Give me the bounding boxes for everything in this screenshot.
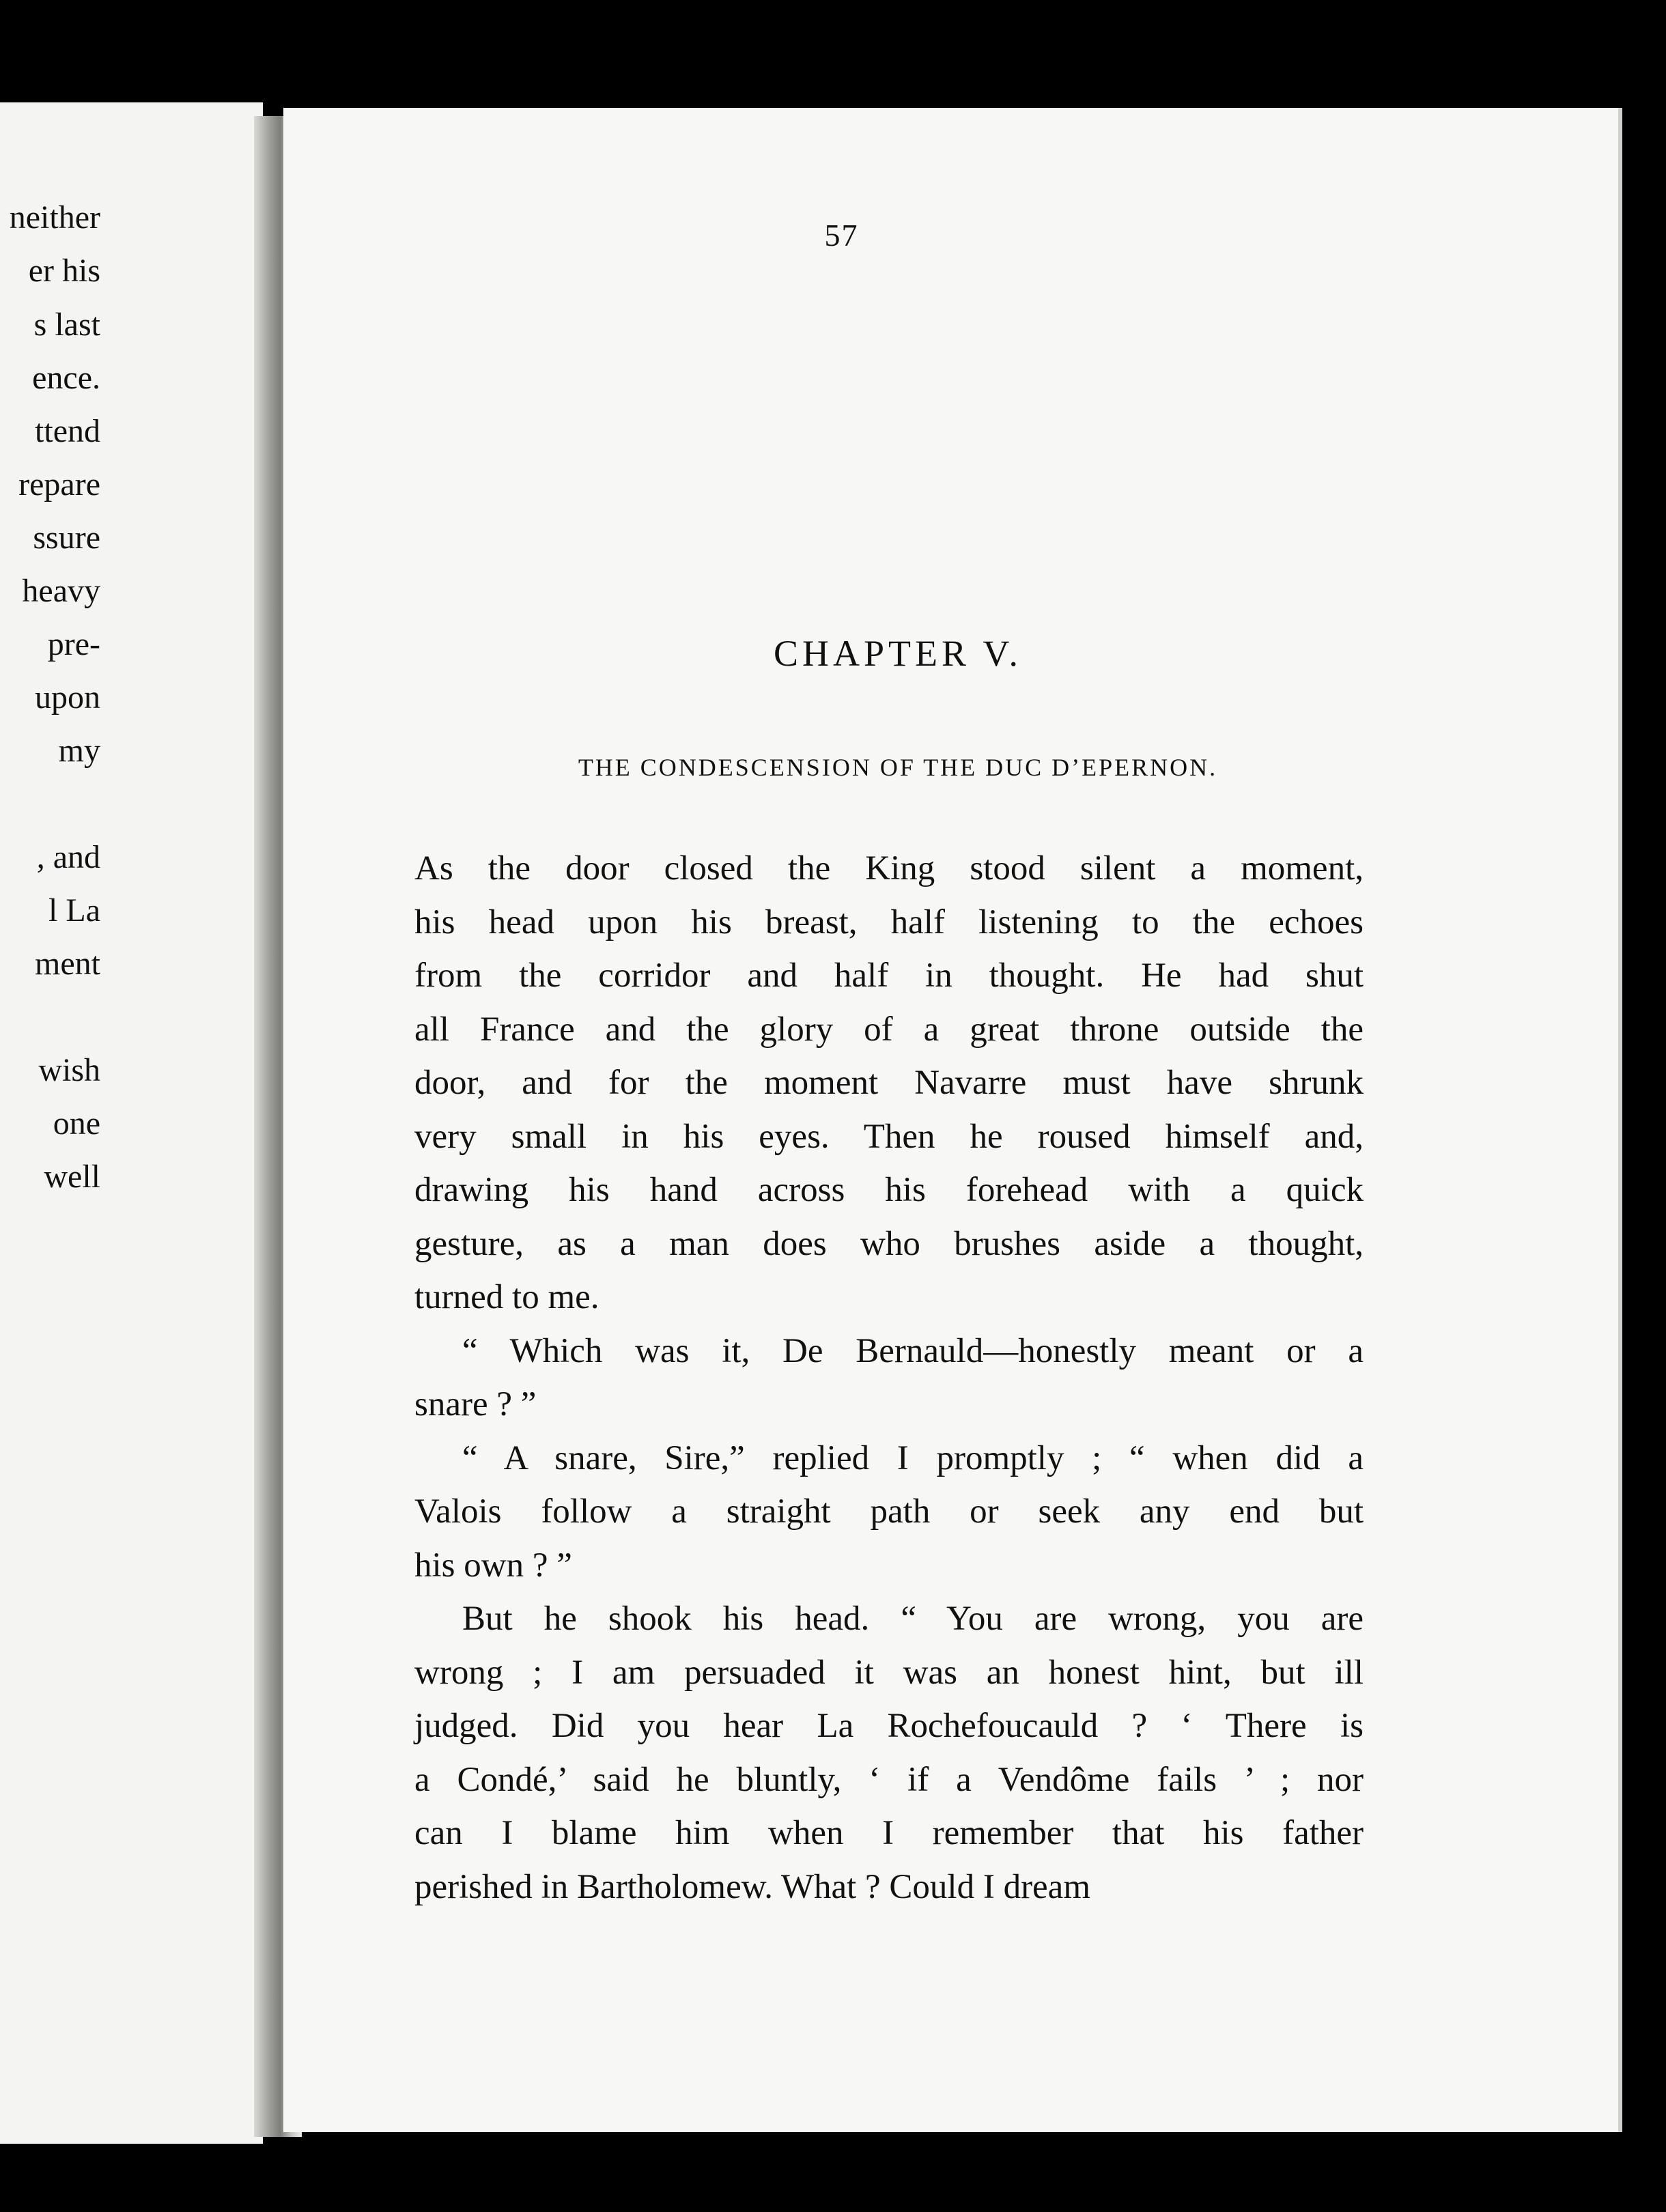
text-line: snare ? ” bbox=[414, 1385, 537, 1423]
text-line: perished in Bartholomew. What ? Could I dream bbox=[414, 1867, 1090, 1906]
text-line: “ Which was it, De Bernauld—honestly meant or a bbox=[462, 1331, 1364, 1370]
text-line: drawing his hand across his forehead with a quick bbox=[414, 1171, 1364, 1209]
paragraph bbox=[414, 1592, 1364, 1914]
text-line: gesture, as a man does who brushes aside a thought, bbox=[414, 1224, 1364, 1263]
text-line: can I blame him when I remember that his father bbox=[414, 1814, 1364, 1852]
page-number: 57 bbox=[824, 218, 859, 253]
paragraph bbox=[414, 1324, 1364, 1432]
facing-page-line: ssure bbox=[33, 520, 100, 556]
facing-page-line: wish bbox=[38, 1052, 100, 1088]
facing-page-line: s last bbox=[33, 307, 100, 343]
text-line: Valois follow a straight path or seek any end but bbox=[414, 1492, 1364, 1531]
text-line: a Condé,’ said he bluntly, ‘ if a Vendôme fails ’ ; nor bbox=[414, 1760, 1364, 1799]
facing-page-line: heavy bbox=[22, 573, 100, 609]
facing-page-line: , and bbox=[36, 839, 100, 875]
text-line: very small in his eyes. Then he roused himself and, bbox=[414, 1117, 1364, 1156]
facing-page-line: er his bbox=[28, 253, 100, 289]
paragraph bbox=[414, 842, 1364, 1324]
text-line: But he shook his head. “ You are wrong, you are bbox=[462, 1600, 1364, 1638]
facing-page-line: my bbox=[58, 733, 100, 769]
text-line: judged. Did you hear La Rochefoucauld ? ‘ There is bbox=[414, 1707, 1364, 1745]
chapter-subtitle: THE CONDESCENSION OF THE DUC D’EPERNON. bbox=[578, 754, 1218, 781]
text-line: all France and the glory of a great throne outside the bbox=[414, 1010, 1364, 1049]
facing-page-line: one bbox=[53, 1105, 100, 1142]
facing-page-line: well bbox=[44, 1159, 100, 1195]
facing-page-line: ence. bbox=[32, 360, 100, 396]
book-page bbox=[283, 108, 1622, 2132]
body-text bbox=[414, 842, 1364, 1914]
text-line: door, and for the moment Navarre must have shrunk bbox=[414, 1064, 1364, 1102]
text-line: his own ? ” bbox=[414, 1546, 572, 1585]
text-line: from the corridor and half in thought. He had shut bbox=[414, 956, 1364, 995]
facing-page-line: l La bbox=[48, 892, 100, 928]
facing-page-line: ttend bbox=[35, 413, 100, 449]
facing-page-line: pre- bbox=[47, 626, 100, 662]
text-line: turned to me. bbox=[414, 1278, 599, 1316]
facing-page-line: upon bbox=[35, 679, 100, 715]
text-line: “ A snare, Sire,” replied I promptly ; “ when did a bbox=[462, 1438, 1364, 1477]
text-line: his head upon his breast, half listening to the echoes bbox=[414, 903, 1364, 941]
facing-page-line: ment bbox=[35, 946, 100, 982]
text-line: As the door closed the King stood silent a moment, bbox=[414, 849, 1364, 888]
facing-page-line: repare bbox=[18, 466, 100, 502]
facing-page bbox=[0, 102, 263, 2144]
paragraph bbox=[414, 1432, 1364, 1593]
chapter-heading: CHAPTER V. bbox=[773, 633, 1023, 674]
text-line: wrong ; I am persuaded it was an honest hint, but ill bbox=[414, 1653, 1364, 1692]
facing-page-line: neither bbox=[9, 199, 100, 236]
